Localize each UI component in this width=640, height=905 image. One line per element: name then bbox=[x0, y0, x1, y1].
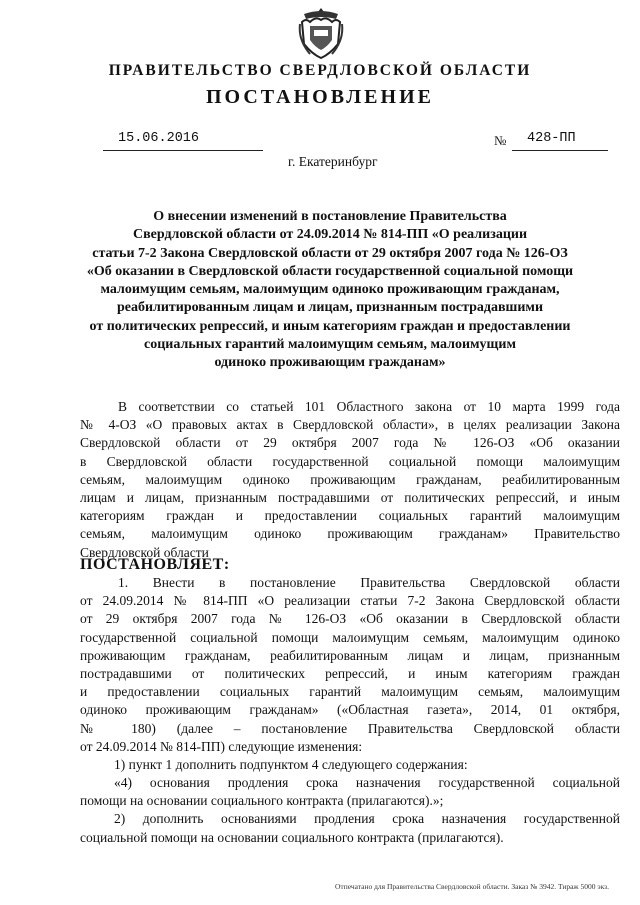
resolve-heading: ПОСТАНОВЛЯЕТ: bbox=[80, 556, 230, 573]
document-type: ПОСТАНОВЛЕНИЕ bbox=[206, 86, 434, 108]
title-line: одиноко проживающим гражданам» bbox=[214, 355, 446, 371]
coat-of-arms-emblem bbox=[298, 4, 344, 62]
body-line: категориям граждан и предоставлении социальных гарантий малоимущим bbox=[80, 508, 620, 524]
body-line: от 29 октября 2007 года № 126-ОЗ «Об оказании в Свердловской области bbox=[80, 611, 620, 627]
body-line: в Свердловской области государственной социальной помощи малоимущим bbox=[80, 453, 620, 469]
body-line: 1. Внести в постановление Правительства Свердловской области bbox=[118, 575, 620, 590]
body-line: государственной социальной помощи малоимущим семьям, малоимущим одиноко bbox=[80, 629, 620, 645]
body-line: В соответствии со статьей 101 Областного закона от 10 марта 1999 года bbox=[118, 399, 620, 414]
body-line: Свердловской области bbox=[80, 544, 209, 560]
title-line: Свердловской области от 24.09.2014 № 814-ПП «О реализации bbox=[132, 227, 528, 243]
decree-title bbox=[60, 208, 600, 373]
body-line: Свердловской области от 29 октября 2007 года № 126-ОЗ «Об оказании bbox=[80, 435, 620, 451]
print-footer: Отпечатано для Правительства Свердловской области. Заказ № 3942. Тираж 5000 экз. bbox=[335, 882, 609, 891]
body-line: «4) основания продления срока назначения государственной социальной bbox=[114, 775, 620, 791]
body-line: семьям, малоимущим одиноко проживающим гражданам» Правительство bbox=[80, 526, 620, 542]
body-line: 1) пункт 1 дополнить подпунктом 4 следующего содержания: bbox=[114, 756, 468, 772]
title-line: О внесении изменений в постановление Правительства bbox=[153, 209, 507, 224]
body-line: 2) дополнить основаниями продления срока назначения государственной bbox=[114, 811, 620, 827]
body-line: лицам и лицам, признанным пострадавшими от политических репрессий, и иным bbox=[80, 489, 620, 505]
body-line: № 4-ОЗ «О правовых актах в Свердловской области», в целях реализации Закона bbox=[80, 417, 620, 433]
title-line: «Об оказании в Свердловской области государственной социальной помощи bbox=[86, 263, 574, 279]
clauses-paragraph bbox=[80, 574, 620, 847]
decree-date: 15.06.2016 bbox=[118, 131, 200, 146]
body-line: помощи на основании социального контракта (прилагаются).»; bbox=[80, 793, 444, 809]
government-name: ПРАВИТЕЛЬСТВО СВЕРДЛОВСКОЙ ОБЛАСТИ bbox=[108, 62, 532, 79]
body-line: пострадавшими от политических репрессий, и иным категориям граждан bbox=[80, 665, 620, 681]
body-line: проживающим гражданам, реабилитированным лицам и лицам, признанным bbox=[80, 647, 620, 663]
body-line: одиноко проживающим гражданам» («Областная газета», 2014, 01 октября, bbox=[80, 702, 620, 718]
body-line: от 24.09.2014 № 814-ПП) следующие изменения: bbox=[80, 738, 363, 754]
title-line: малоимущим семьям, малоимущим одиноко проживающим гражданам, bbox=[100, 282, 560, 298]
title-line: реабилитированным лицам и лицам, признанным пострадавшими bbox=[116, 300, 544, 316]
body-line: семьям, малоимущим одиноко проживающим гражданам, реабилитированным bbox=[80, 471, 620, 487]
body-line: № 180) (далее – постановление Правительства Свердловской области bbox=[80, 720, 620, 736]
body-line: и предоставлении социальных гарантий малоимущим семьям, малоимущим bbox=[80, 684, 620, 700]
city: г. Екатеринбург bbox=[288, 154, 378, 169]
decree-number: 428-ПП bbox=[527, 131, 576, 146]
body-line: от 24.09.2014 № 814-ПП «О реализации статьи 7-2 Закона Свердловской области bbox=[80, 593, 620, 609]
preamble-paragraph bbox=[80, 398, 620, 562]
title-line: статьи 7-2 Закона Свердловской области от 29 октября 2007 года № 126-ОЗ bbox=[92, 245, 568, 261]
body-line: социальной помощи на основании социального контракта (прилагаются). bbox=[80, 829, 504, 845]
title-line: от политических репрессий, и иным категориям граждан и предоставлении bbox=[89, 318, 571, 334]
number-sign: № bbox=[494, 133, 507, 148]
title-line: социальных гарантий малоимущим семьям, малоимущим bbox=[144, 337, 516, 353]
